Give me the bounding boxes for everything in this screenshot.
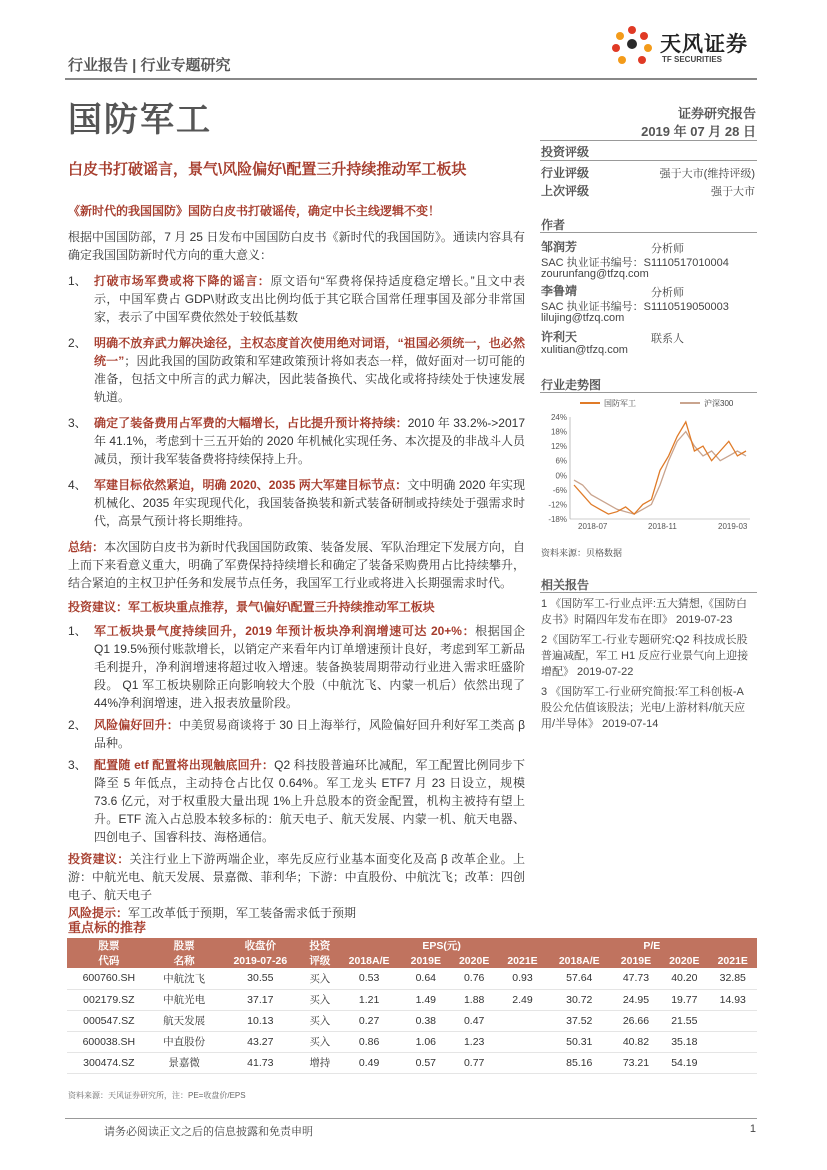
y-tick-label: -6%: [552, 485, 567, 495]
lead-statement: 《新时代的我国国防》国防白皮书打破谣传，确定中长主线逻辑不变！: [68, 204, 441, 218]
table-cell: 景嘉微: [151, 1052, 218, 1073]
author-cert: SAC 执业证书编号：S1110517010004: [541, 257, 729, 269]
author-role: 分析师: [651, 243, 684, 255]
point-text: 文中明确 2020 年实现机械化、2035 年实现现代化，我国装备换装和新式装备研制或持续处于强需求时代，高景气预计将长期维持。: [94, 478, 525, 528]
table-row: [67, 968, 757, 989]
point-number: 3、: [68, 416, 87, 430]
table-cell: 中航沈飞: [151, 968, 218, 989]
authors-divider: [540, 232, 757, 233]
related-list: [541, 596, 757, 732]
industry-rating-value: 强于大市(维持评级): [659, 168, 755, 180]
table-cell: 买入: [303, 1031, 336, 1052]
table-cell: [709, 1031, 757, 1052]
risk-text: 军工改革低于预期，军工装备需求低于预期: [128, 906, 357, 920]
table-cell: [709, 1010, 757, 1031]
col-header: 2020E: [660, 953, 708, 968]
report-type: 证券研究报告: [677, 106, 756, 121]
table-cell: 600038.SH: [67, 1031, 151, 1052]
header-divider: [65, 78, 757, 80]
table-cell: 1.23: [450, 1031, 498, 1052]
author-cert: SAC 执业证书编号：S1110519050003: [541, 301, 729, 313]
table-cell: 1.49: [402, 989, 450, 1010]
table-cell: 43.27: [218, 1031, 304, 1052]
related-item[interactable]: 2《国防军工-行业专题研究:Q2 科技成长股普遍减配，军工 H1 反应行业景气向上迎接增配》 2019-07-22: [541, 634, 749, 678]
point-text: 中美贸易商谈将于 30 日上海举行，风险偏好回升利好军工类高 β 品种。: [94, 718, 525, 750]
point-item: [68, 622, 525, 712]
author-name: 李鲁靖: [541, 284, 578, 298]
table-cell: 19.77: [660, 989, 708, 1010]
table-cell: 30.72: [547, 989, 612, 1010]
table-cell: 0.47: [450, 1010, 498, 1031]
sector-title: 国防军工: [68, 101, 212, 139]
table-cell: 0.64: [402, 968, 450, 989]
author-role: 联系人: [651, 333, 684, 345]
col-header: 2021E: [498, 953, 546, 968]
col-header: 投资: [303, 938, 336, 953]
authors-heading: 作者: [541, 218, 566, 232]
intro-paragraph: 根据中国国防部，7 月 25 日发布中国国防白皮书《新时代的我国国防》。通读内容具有确定我国国防新时代方向的重大意义：: [68, 230, 525, 262]
related-item[interactable]: 1 《国防军工-行业点评:五大猜想,《国防白皮书》时隔四年发布在即》 2019-07-23: [541, 598, 747, 626]
table-cell: 0.57: [402, 1052, 450, 1073]
table-cell: 41.73: [218, 1052, 304, 1073]
table-cell: [498, 1052, 546, 1073]
footer-disclaimer: 请务必阅读正文之后的信息披露和免责申明: [104, 1126, 313, 1138]
x-tick-label: 2018-07: [578, 522, 608, 531]
table-cell: 1.21: [337, 989, 402, 1010]
invest-heading: [68, 598, 525, 616]
y-tick-label: 12%: [550, 442, 567, 452]
point-item: [68, 476, 525, 530]
series-line-沪深300: [574, 432, 746, 514]
summary-text: 本次国防白皮书为新时代我国国防政策、装备发展、军队治理定下发展方向，自上而下来看意义重大，明确了军费保持持续增长和确定了装备采购费用占比持续攀升，结合紧迫的主权卫护任务和发展节点任务，我国军工行业或将进入长期强需求时代。: [68, 540, 525, 590]
author-role: 分析师: [651, 287, 684, 299]
col-header: 评级: [303, 953, 336, 968]
table-cell: 0.53: [337, 968, 402, 989]
table-cell: [498, 1010, 546, 1031]
table-cell: 40.82: [612, 1031, 660, 1052]
summary-paragraph: [68, 538, 525, 592]
related-heading: 相关报告: [541, 578, 590, 592]
rating-heading: 投资评级: [541, 145, 590, 159]
recommend-table: [67, 938, 757, 1074]
related-divider: [540, 592, 757, 593]
col-header: 2019-07-26: [218, 953, 304, 968]
table-cell: 600760.SH: [67, 968, 151, 989]
table-cell: 26.66: [612, 1010, 660, 1031]
col-header-pe: P/E: [547, 938, 757, 953]
y-tick-label: 18%: [550, 427, 567, 437]
report-category: 行业报告 | 行业专题研究: [68, 57, 231, 74]
table-cell: 1.88: [450, 989, 498, 1010]
series-group: [574, 422, 746, 514]
point-text: ；因此我国的国防政策和军建政策预计将如表态一样，做好面对一切可能的准备，包括文中所言的武力解决，因此装备换代、实战化或将持续处于快速发展轨道。: [94, 354, 525, 404]
col-header: 2018A/E: [547, 953, 612, 968]
table-cell: [709, 1052, 757, 1073]
point-title: 打破市场军费或将下降的谣言：: [94, 274, 271, 288]
table-cell: 50.31: [547, 1031, 612, 1052]
point-text: 原文语句“军费将保持适度稳定增长。”且文中表示，中国军费占 GDP\财政支出比例均低于其它联合国常任理事国及部分非常国家，表示了中国军费依然处于较低基数: [94, 274, 525, 324]
legend-label-b: 沪深300: [704, 399, 734, 408]
page-number: 1: [749, 1123, 756, 1135]
y-tick-label: -18%: [548, 515, 567, 524]
table-body: [67, 968, 757, 1073]
table-row: [67, 1010, 757, 1031]
table-cell: 30.55: [218, 968, 304, 989]
point-text: 根据国企 Q1 19.5%预付账款增长，以销定产来看年内订单增速预计良好，考虑到军工新品毛利提升，净利润增速将超过收入增速。装备换装周期带动行业进入需求旺盛阶段。 Q1 军工板块剔除正向影响较大个股（中航沈飞、内蒙一机后）依然出现了 44%净利润增速，进入报表放量阶段。: [94, 624, 525, 710]
legend-label-a: 国防军工: [604, 399, 636, 408]
col-header: 股票: [67, 938, 151, 953]
table-cell: 0.77: [450, 1052, 498, 1073]
table-cell: 47.73: [612, 968, 660, 989]
table-source: 资料来源：天风证券研究所，注：PE=收盘价/EPS: [68, 1091, 246, 1100]
footer-divider: [65, 1118, 757, 1119]
trend-heading: 行业走势图: [541, 378, 602, 392]
y-tick-label: 0%: [555, 471, 567, 481]
point-title: 明确不放弃武力解决途径，主权态度首次使用绝对词语，“祖国必须统一，也必然统一”: [94, 336, 525, 368]
author-email[interactable]: xulitian@tfzq.com: [541, 344, 628, 356]
recommend-table-wrap: [67, 938, 757, 1074]
point-text: Q2 科技股普遍环比减配，军工配置比例同步下降至 5 年低点，主动持仓占比仅 0.64%。军工龙头 ETF7 月 23 日设立，规模 73.6 亿元，对于权重股大量出现 1%上升总股本的资金配置，机构主被持有望上升。ETF 流入占总股本较多标的：航天电子、航天发展、内蒙一机、航天电器、四创电子、国睿科技、海格通信。: [94, 758, 525, 844]
advice-text: 关注行业上下游两端企业，率先反应行业基本面变化及高 β 改革企业。上游：中航光电、航天发展、景嘉微、菲利华；下游：中直股份、中航沈飞；改革：四创电子、航天电子: [68, 852, 525, 902]
summary-label: 总结：: [68, 540, 105, 554]
table-cell: 24.95: [612, 989, 660, 1010]
table-cell: 0.76: [450, 968, 498, 989]
table-row: [67, 989, 757, 1010]
y-tick-label: -12%: [548, 500, 567, 510]
author-email[interactable]: lilujing@tfzq.com: [541, 312, 625, 324]
author-name: 许利天: [541, 330, 578, 344]
table-cell: 73.21: [612, 1052, 660, 1073]
logo-text: 天风证券: [660, 33, 748, 56]
trend-source: 资料来源：贝格数据: [541, 548, 623, 558]
table-cell: 300474.SZ: [67, 1052, 151, 1073]
table-cell: 000547.SZ: [67, 1010, 151, 1031]
point-item: [68, 716, 525, 752]
point-item: [68, 756, 525, 846]
point-item: [68, 334, 525, 406]
col-header: 2021E: [709, 953, 757, 968]
invest-label: 投资建议：: [68, 600, 129, 614]
trend-chart: [540, 395, 757, 535]
table-header-row: [67, 938, 757, 953]
table-cell: 航天发展: [151, 1010, 218, 1031]
prev-rating-value: 强于大市: [711, 186, 755, 198]
industry-rating-label: 行业评级: [541, 166, 590, 180]
point-number: 3、: [68, 758, 87, 772]
table-cell: 0.27: [337, 1010, 402, 1031]
table-cell: 0.86: [337, 1031, 402, 1052]
point-text: 2010 年 33.2%->2017 年 41.1%，考虑到十三五开始的 2020 年机械化实现任务、本次提及的非战斗人员减员，预计我军装备费将持续保持上升。: [94, 416, 525, 466]
table-cell: 54.19: [660, 1052, 708, 1073]
col-header: 股票: [151, 938, 218, 953]
company-logo: [610, 24, 760, 70]
table-cell: 14.93: [709, 989, 757, 1010]
col-header-eps: EPS(元): [337, 938, 547, 953]
point-title: 确定了装备费用占军费的大幅增长，占比提升预计将持续：: [94, 416, 408, 430]
point-title: 军工板块景气度持续回升，2019 年预计板块净利润增速可达 20+%：: [94, 624, 476, 638]
point-title: 配置随 etf 配置将出现触底回升：: [94, 758, 275, 772]
table-cell: 中航光电: [151, 989, 218, 1010]
col-header: 收盘价: [218, 938, 304, 953]
point-item: [68, 272, 525, 326]
col-header: 2019E: [612, 953, 660, 968]
table-cell: 增持: [303, 1052, 336, 1073]
invest-title: 军工板块重点推荐，景气\偏好\配置三升持续推动军工板块: [128, 600, 435, 614]
trend-chart-svg: [540, 395, 757, 535]
y-tick-label: 24%: [550, 413, 567, 422]
y-tick-label: 6%: [555, 456, 567, 466]
prev-rating-label: 上次评级: [541, 184, 590, 198]
table-cell: 37.17: [218, 989, 304, 1010]
advice-label: 投资建议：: [68, 852, 130, 866]
table-cell: 85.16: [547, 1052, 612, 1073]
risk-label: 风险提示：: [68, 906, 129, 920]
table-cell: 买入: [303, 968, 336, 989]
col-header: 2018A/E: [337, 953, 402, 968]
table-cell: 37.52: [547, 1010, 612, 1031]
date-divider: [540, 140, 757, 141]
table-cell: 买入: [303, 989, 336, 1010]
report-title: 白皮书打破谣言，景气\风险偏好\配置三升持续推动军工板块: [68, 161, 467, 178]
table-cell: 002179.SZ: [67, 989, 151, 1010]
col-header: 代码: [67, 953, 151, 968]
table-cell: [498, 1031, 546, 1052]
point-item: [68, 414, 525, 468]
x-axis: [578, 522, 748, 531]
point-title: 军建目标依然紧迫，明确 2020、2035 两大军建目标节点：: [94, 478, 408, 492]
trend-divider: [540, 392, 757, 393]
point-number: 4、: [68, 478, 87, 492]
point-number: 1、: [68, 274, 87, 288]
related-item[interactable]: 3 《国防军工-行业研究简报:军工科创板-A 股公允估值该股法；光电/上游材料/航天应用/半导体》 2019-07-14: [541, 686, 746, 730]
point-title: 风险偏好回升：: [94, 718, 179, 732]
x-tick-label: 2018-11: [648, 522, 677, 531]
table-cell: 40.20: [660, 968, 708, 989]
table-cell: 10.13: [218, 1010, 304, 1031]
table-cell: 21.55: [660, 1010, 708, 1031]
table-cell: 1.06: [402, 1031, 450, 1052]
table-cell: 2.49: [498, 989, 546, 1010]
x-tick-label: 2019-03: [718, 522, 748, 531]
table-cell: 0.49: [337, 1052, 402, 1073]
table-row: [67, 1052, 757, 1073]
table-header-row: [67, 953, 757, 968]
table-cell: 买入: [303, 1010, 336, 1031]
body-text: [68, 202, 525, 922]
table-cell: 0.38: [402, 1010, 450, 1031]
point-number: 1、: [68, 624, 87, 638]
point-number: 2、: [68, 336, 87, 350]
table-cell: 中直股份: [151, 1031, 218, 1052]
table-cell: 57.64: [547, 968, 612, 989]
point-number: 2、: [68, 718, 87, 732]
table-cell: 32.85: [709, 968, 757, 989]
table-row: [67, 1031, 757, 1052]
table-cell: 35.18: [660, 1031, 708, 1052]
table-cell: 0.93: [498, 968, 546, 989]
y-axis: [548, 413, 750, 524]
advice-paragraph: [68, 850, 525, 904]
logo-text-en: TF SECURITIES: [662, 55, 723, 64]
col-header: 名称: [151, 953, 218, 968]
rating-divider: [540, 160, 757, 161]
col-header: 2019E: [402, 953, 450, 968]
report-date: 2019 年 07 月 28 日: [641, 124, 756, 139]
table-heading: 重点标的推荐: [68, 920, 147, 935]
author-email[interactable]: zourunfang@tfzq.com: [541, 268, 649, 280]
col-header: 2020E: [450, 953, 498, 968]
author-name: 邹润芳: [541, 240, 578, 254]
